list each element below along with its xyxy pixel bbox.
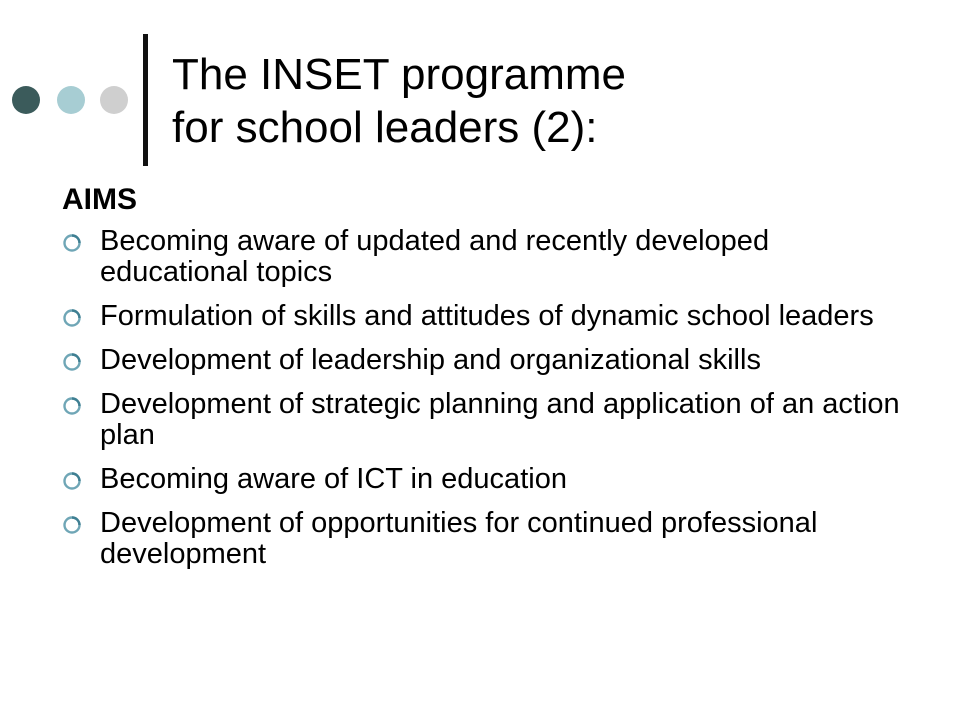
aims-list-item (62, 464, 922, 495)
aims-list-item (62, 301, 922, 332)
swirl-bullet-icon (62, 308, 82, 328)
grey-dot-icon (100, 86, 128, 114)
aims-list-item (62, 345, 922, 376)
slide-body (62, 182, 922, 583)
slide-title-line-2: for school leaders (2): (172, 103, 598, 152)
aims-list-item-text: Formulation of skills and attitudes of dynamic school leaders (100, 300, 874, 332)
aims-list-item-text: Development of strategic planning and application of an action plan (100, 388, 900, 451)
light-blue-dot-icon (57, 86, 85, 114)
slide-title-line-1: The INSET programme (172, 50, 627, 99)
aims-list-item (62, 226, 922, 288)
swirl-bullet-icon (62, 515, 82, 535)
slide-title (172, 48, 932, 154)
aims-list-item-text: Development of leadership and organizational skills (100, 344, 761, 376)
three-dots-icon (12, 86, 124, 114)
aims-list-item (62, 389, 922, 451)
swirl-bullet-icon (62, 352, 82, 372)
title-divider (143, 34, 148, 166)
aims-list-item-text: Development of opportunities for continued professional development (100, 507, 818, 570)
aims-list-item (62, 508, 922, 570)
aims-list-item-text: Becoming aware of updated and recently developed educational topics (100, 225, 770, 288)
aims-heading: AIMS (62, 183, 137, 216)
aims-list (62, 226, 922, 570)
swirl-bullet-icon (62, 471, 82, 491)
dark-dot-icon (12, 86, 40, 114)
aims-list-item-text: Becoming aware of ICT in education (100, 463, 567, 495)
swirl-bullet-icon (62, 396, 82, 416)
swirl-bullet-icon (62, 233, 82, 253)
